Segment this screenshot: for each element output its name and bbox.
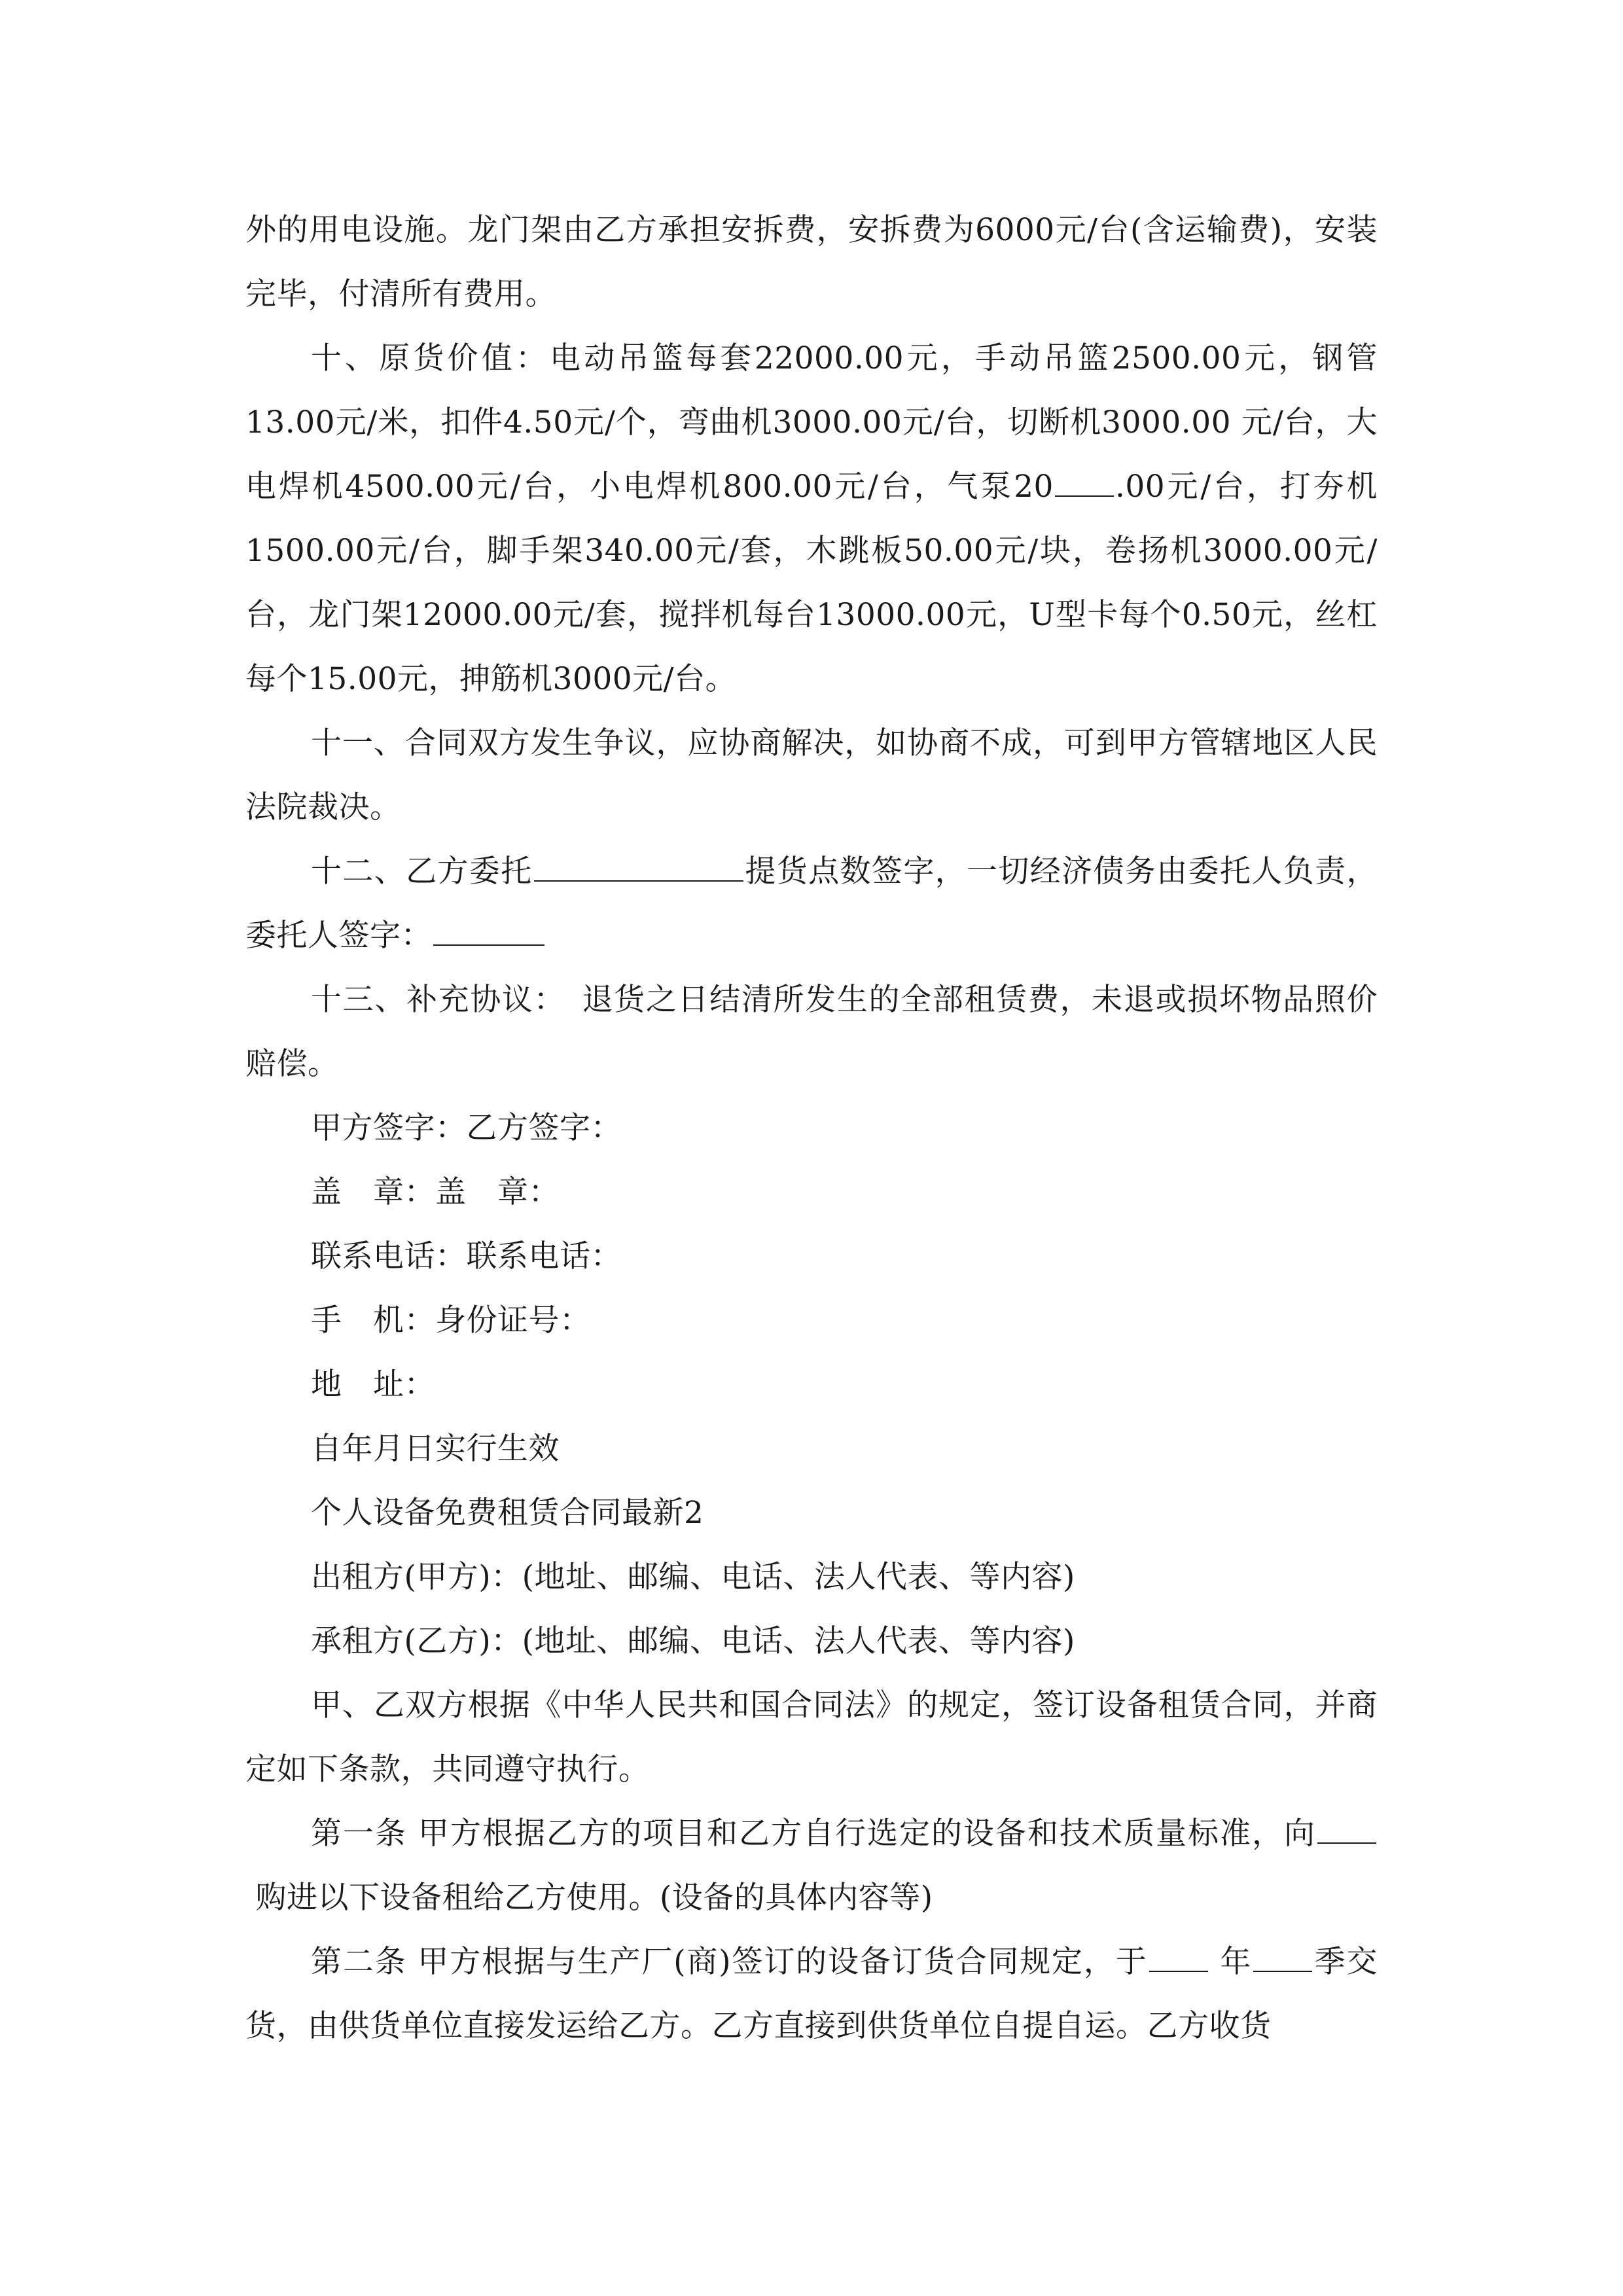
paragraph-text: 年: [1220, 1944, 1253, 1980]
mobile-id-line: [245, 1289, 1378, 1353]
paragraph-article-11-disputes: [245, 711, 1378, 840]
lessor-text: 出租方(甲方)：(地址、邮编、电话、法人代表、等内容): [311, 1559, 1075, 1595]
address-line: [245, 1353, 1378, 1417]
signature-text: 甲方签字：乙方签字：: [311, 1110, 622, 1146]
effective-date-line: [245, 1417, 1378, 1481]
paragraph-text: 十、原货价值：电动吊篮每套22000.00元，手动吊篮2500.00元，钢管13.00元/米，扣件4.50元/个，弯曲机3000.00元/台，切断机3000.00 元/台，大电焊机4500.00元/台，小电焊机800.00元/台，气泵20: [245, 340, 1378, 505]
fill-blank: [1253, 1941, 1312, 1972]
paragraph-preamble: [245, 1674, 1378, 1802]
lessor-line: [245, 1545, 1378, 1609]
paragraph-article-1: [245, 1802, 1378, 1930]
seal-line: [245, 1160, 1378, 1225]
effective-date-text: 自年月日实行生效: [311, 1431, 560, 1467]
paragraph-article-10-goods-value: [245, 327, 1378, 711]
phone-text: 联系电话：联系电话：: [311, 1238, 622, 1274]
paragraph-text: 购进以下设备租给乙方使用。(设备的具体内容等): [255, 1880, 933, 1916]
lessee-line: [245, 1609, 1378, 1674]
fill-blank: [433, 914, 544, 946]
seal-text: 盖 章：盖 章：: [311, 1174, 560, 1210]
paragraph-text: 第一条 甲方根据乙方的项目和乙方自行选定的设备和技术质量标准，向: [311, 1816, 1316, 1852]
paragraph-article-13-supplement: [245, 968, 1378, 1096]
lessee-text: 承租方(乙方)：(地址、邮编、电话、法人代表、等内容): [311, 1623, 1075, 1659]
fill-blank: [1055, 465, 1114, 497]
document-body: [245, 198, 1378, 2058]
signature-line: [245, 1096, 1378, 1160]
address-text: 地 址：: [311, 1367, 435, 1403]
paragraph-text: .00元/台，打夯机1500.00元/台，脚手架340.00元/套，木跳板50.00元/块，卷扬机3000.00元/台，龙门架12000.00元/套，搅拌机每台13000.00元，U型卡每个0.50元，丝杠每个15.00元，抻筋机3000元/台。: [245, 469, 1378, 697]
paragraph-text: 提货点数签字，一切经济债务由委托人负责，委托人签字：: [245, 853, 1378, 954]
mobile-id-text: 手 机：身份证号：: [311, 1302, 591, 1338]
section-title-text: 个人设备免费租赁合同最新2: [311, 1495, 704, 1531]
paragraph-article-2: [245, 1930, 1378, 2058]
paragraph-text: 十一、合同双方发生争议，应协商解决，如协商不成，可到甲方管辖地区人民法院裁决。: [245, 725, 1378, 825]
paragraph-text: 甲、乙双方根据《中华人民共和国合同法》的规定，签订设备租赁合同，并商定如下条款，共同遵守执行。: [245, 1687, 1378, 1787]
paragraph-text: 十二、乙方委托: [311, 853, 533, 889]
section-title: [245, 1481, 1378, 1545]
paragraph-text: 外的用电设施。龙门架由乙方承担安拆费，安拆费为6000元/台(含运输费)，安装完毕，付清所有费用。: [245, 212, 1378, 312]
paragraph-text: 十三、补充协议： 退货之日结清所发生的全部租赁费，未退或损坏物品照价赔偿。: [245, 982, 1378, 1082]
paragraph-text: 季交货，由供货单位直接发运给乙方。乙方直接到供货单位自提自运。乙方收货: [245, 1944, 1378, 2044]
paragraph-text: 第二条 甲方根据与生产厂(商)签订的设备订货合同规定，于: [311, 1944, 1148, 1980]
fill-blank: [1317, 1812, 1376, 1844]
fill-blank: [534, 850, 743, 882]
paragraph-article-12-entrust: [245, 840, 1378, 968]
fill-blank: [1149, 1941, 1208, 1972]
phone-line: [245, 1225, 1378, 1289]
paragraph-installation-fee: [245, 198, 1378, 327]
